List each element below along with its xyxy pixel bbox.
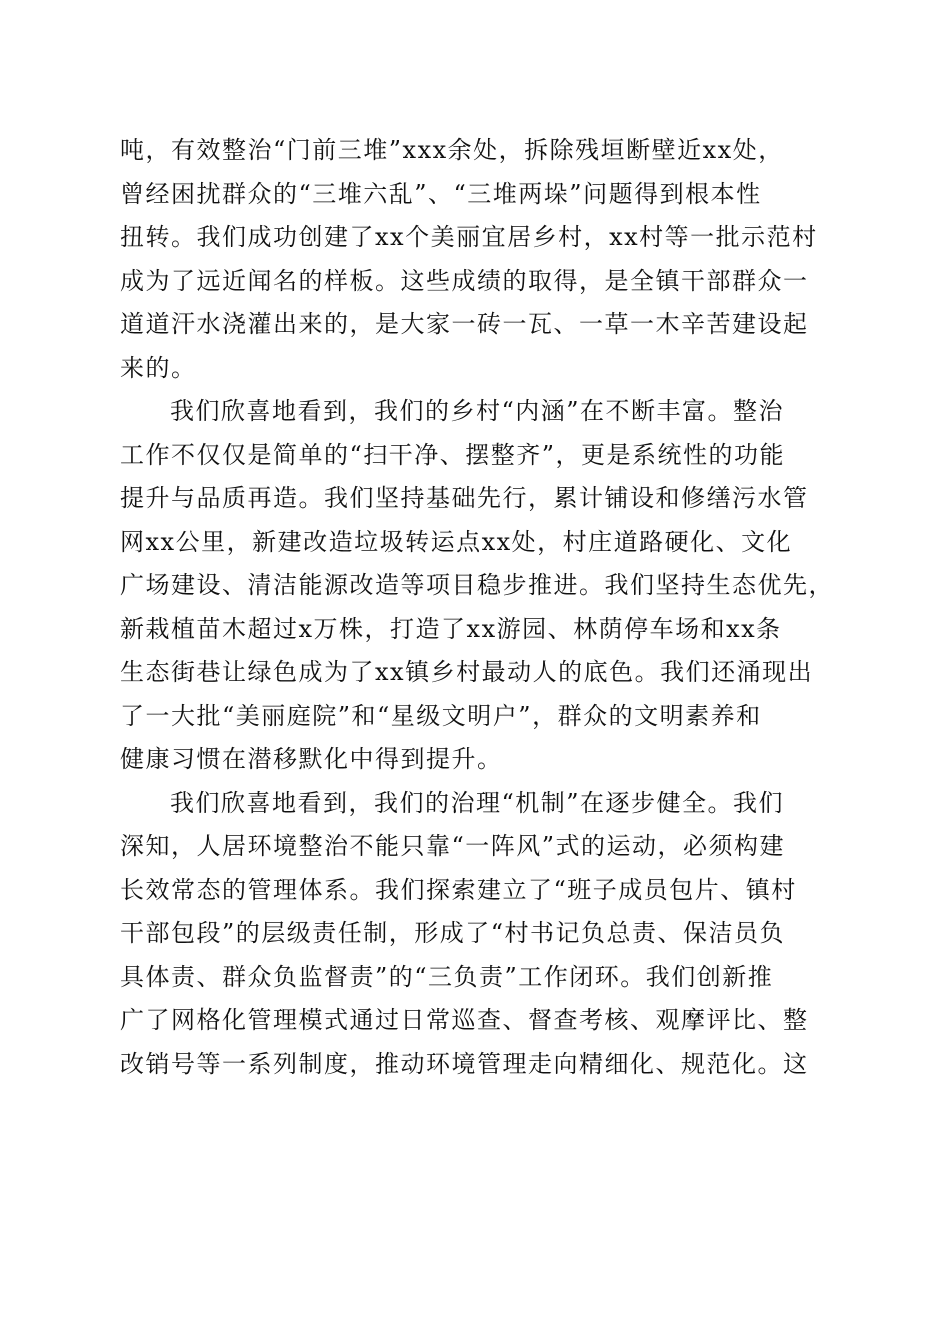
- text-line: 来的。: [120, 353, 197, 382]
- text-line: 干部包段”的层级责任制，形成了“村书记负总责、保洁员负: [120, 919, 786, 947]
- text-line: 了一大批“美丽庭院”和“星级文明户”，群众的文明素养和: [120, 701, 762, 730]
- text-line: 长效常态的管理体系。我们探索建立了“班子成员包片、镇村: [120, 875, 797, 904]
- text-line: 工作不仅仅是简单的“扫干净、摆整齐”，更是系统性的功能: [120, 440, 786, 469]
- paragraph-3: [120, 782, 830, 1087]
- text-line: 网xx公里，新建改造垃圾转运点xx处，村庄道路硬化、文化: [120, 527, 793, 556]
- text-line: 具体责、群众负监督责”的“三负责”工作闭环。我们创新推: [120, 962, 774, 991]
- text-line: 提升与品质再造。我们坚持基础先行，累计铺设和修缮污水管: [120, 484, 809, 512]
- text-line: 曾经困扰群众的“三堆六乱”、“三堆两垛”问题得到根本性: [120, 179, 762, 208]
- text-line: 扭转。我们成功创建了xx个美丽宜居乡村，xx村等一批示范村: [120, 223, 818, 251]
- text-line: 健康习惯在潜移默化中得到提升。: [120, 745, 503, 773]
- text-line: 我们欣喜地看到，我们的乡村“内涵”在不断丰富。整治: [170, 397, 785, 425]
- text-line: 生态街巷让绿色成为了xx镇乡村最动人的底色。我们还涌现出: [120, 658, 814, 686]
- text-line: 改销号等一系列制度，推动环境管理走向精细化、规范化。这: [120, 1049, 809, 1078]
- text-line: 吨，有效整治“门前三堆”xxx余处，拆除残垣断壁近xx处，: [120, 136, 784, 164]
- text-line: 广场建设、清洁能源改造等项目稳步推进。我们坚持生态优先，: [120, 571, 834, 599]
- paragraph-2: [120, 390, 834, 782]
- text-line: 新栽植苗木超过x万株，打造了xx游园、林荫停车场和xx条: [120, 614, 782, 643]
- paragraph-1: [120, 129, 830, 390]
- text-line: 广了网格化管理模式通过日常巡查、督查考核、观摩评比、整: [120, 1006, 809, 1034]
- document-body: [120, 129, 834, 1086]
- text-line: 我们欣喜地看到，我们的治理“机制”在逐步健全。我们: [170, 788, 785, 817]
- text-line: 深知，人居环境整治不能只靠“一阵风”式的运动，必须构建: [120, 832, 786, 860]
- text-line: 成为了远近闻名的样板。这些成绩的取得，是全镇干部群众一: [120, 266, 809, 295]
- text-line: 道道汗水浇灌出来的，是大家一砖一瓦、一草一木辛苦建设起: [120, 310, 809, 338]
